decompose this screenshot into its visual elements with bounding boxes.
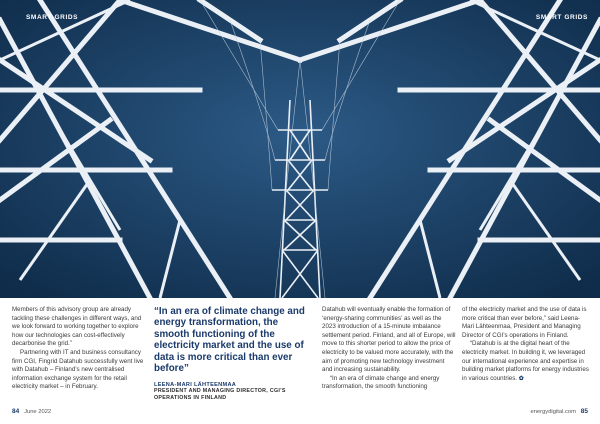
issue-date: June 2022	[24, 409, 52, 415]
footer-right	[530, 408, 588, 415]
paragraph-text: “Datahub is at the digital heart of the electricity market. In building it, we leveraged our international experience and expertise in building market platforms for energy industries in various countries.	[462, 340, 589, 382]
footer-left	[12, 408, 51, 415]
site-url[interactable]: energydigital.com	[530, 409, 576, 415]
paragraph: Members of this advisory group are already tackling these challenges in different ways, and we look forward to working together to explore how our technologies can cost-effectively decarbonise the grid.”	[12, 306, 142, 348]
body-column-3	[322, 306, 456, 392]
end-mark-icon: ✿	[518, 374, 524, 382]
paragraph: of the electricity market and the use of data is more critical than ever before,” said Leena-Mari Lähteenmaa, President and Managing Director of CGI’s operations in Finland.	[462, 306, 587, 339]
page-number-right: 85	[580, 408, 588, 415]
section-label: SMART GRIDS	[535, 14, 588, 21]
body-column-4	[462, 306, 590, 383]
paragraph: “In an era of climate change and energy transformation, the smooth functioning	[322, 374, 440, 391]
pull-quote	[154, 306, 306, 402]
paragraph: Datahub will eventually enable the formation of ‘energy-sharing communities’ as well as the 2023 introduction of a 15-minute imbalance settlement period. Finland, and all of Europe, will move to this shorter period to allow the price of electricity to be valued more accurately, with the aim of promoting new technology investment and increasing sustainability.	[322, 306, 456, 374]
pull-quote-name: LEENA-MARI LÄHTEENMAA	[154, 382, 237, 389]
body-column-1	[12, 306, 144, 392]
pull-quote-text: “In an era of climate change and energy transformation, the smooth functioning of the electricity market and the use of data is more critical than ever before”	[154, 306, 305, 375]
paragraph: Partnering with IT and business consultancy firm CGI, Fingrid Datahub successfully went live with Datahub – Finland’s new centralised information exchange system for the retail electricity market – in February.	[12, 348, 144, 391]
page-number-left: 84	[12, 408, 20, 415]
pull-quote-role: PRESIDENT AND MANAGING DIRECTOR, CGI’S OPERATIONS IN FINLAND	[154, 388, 286, 402]
paragraph	[462, 340, 590, 383]
section-label: SMART GRIDS	[26, 14, 79, 21]
